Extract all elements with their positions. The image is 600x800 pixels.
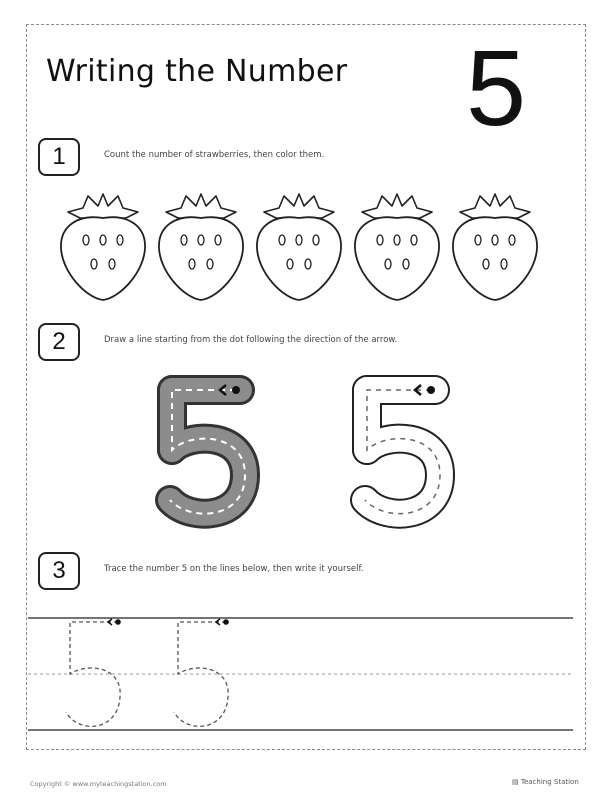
step-1-number: 1	[52, 143, 66, 170]
step-2-instruction: Draw a line starting from the dot following the direction of the arrow.	[104, 335, 398, 345]
trace-five-outline	[345, 370, 465, 530]
strawberry-icon	[450, 190, 540, 305]
step-3-number: 3	[52, 557, 66, 584]
step-3-instruction: Trace the number 5 on the lines below, then write it yourself.	[104, 564, 364, 574]
strawberry-icon	[254, 190, 344, 305]
strawberry-icon	[156, 190, 246, 305]
dotted-five-2	[174, 619, 229, 726]
copyright-text: Copyright © www.myteachingstation.com	[30, 780, 167, 788]
start-dot	[232, 386, 240, 394]
start-dot	[427, 386, 435, 394]
step-1-badge	[38, 138, 80, 176]
dotted-five-1	[66, 619, 121, 726]
handwriting-lines	[28, 612, 573, 737]
strawberry-icon	[58, 190, 148, 305]
step-2-number: 2	[52, 328, 66, 355]
brand-name: Teaching Station	[520, 778, 579, 786]
step-3-badge	[38, 552, 80, 590]
step-1-instruction: Count the number of strawberries, then color them.	[104, 150, 325, 160]
traced-five-example	[150, 370, 270, 530]
worksheet-title: Writing the Number	[46, 54, 348, 89]
big-number: 5	[466, 27, 527, 148]
step-2-badge	[38, 323, 80, 361]
book-icon: ▤	[512, 778, 519, 786]
brand-logo	[512, 778, 579, 786]
strawberry-icon	[352, 190, 442, 305]
